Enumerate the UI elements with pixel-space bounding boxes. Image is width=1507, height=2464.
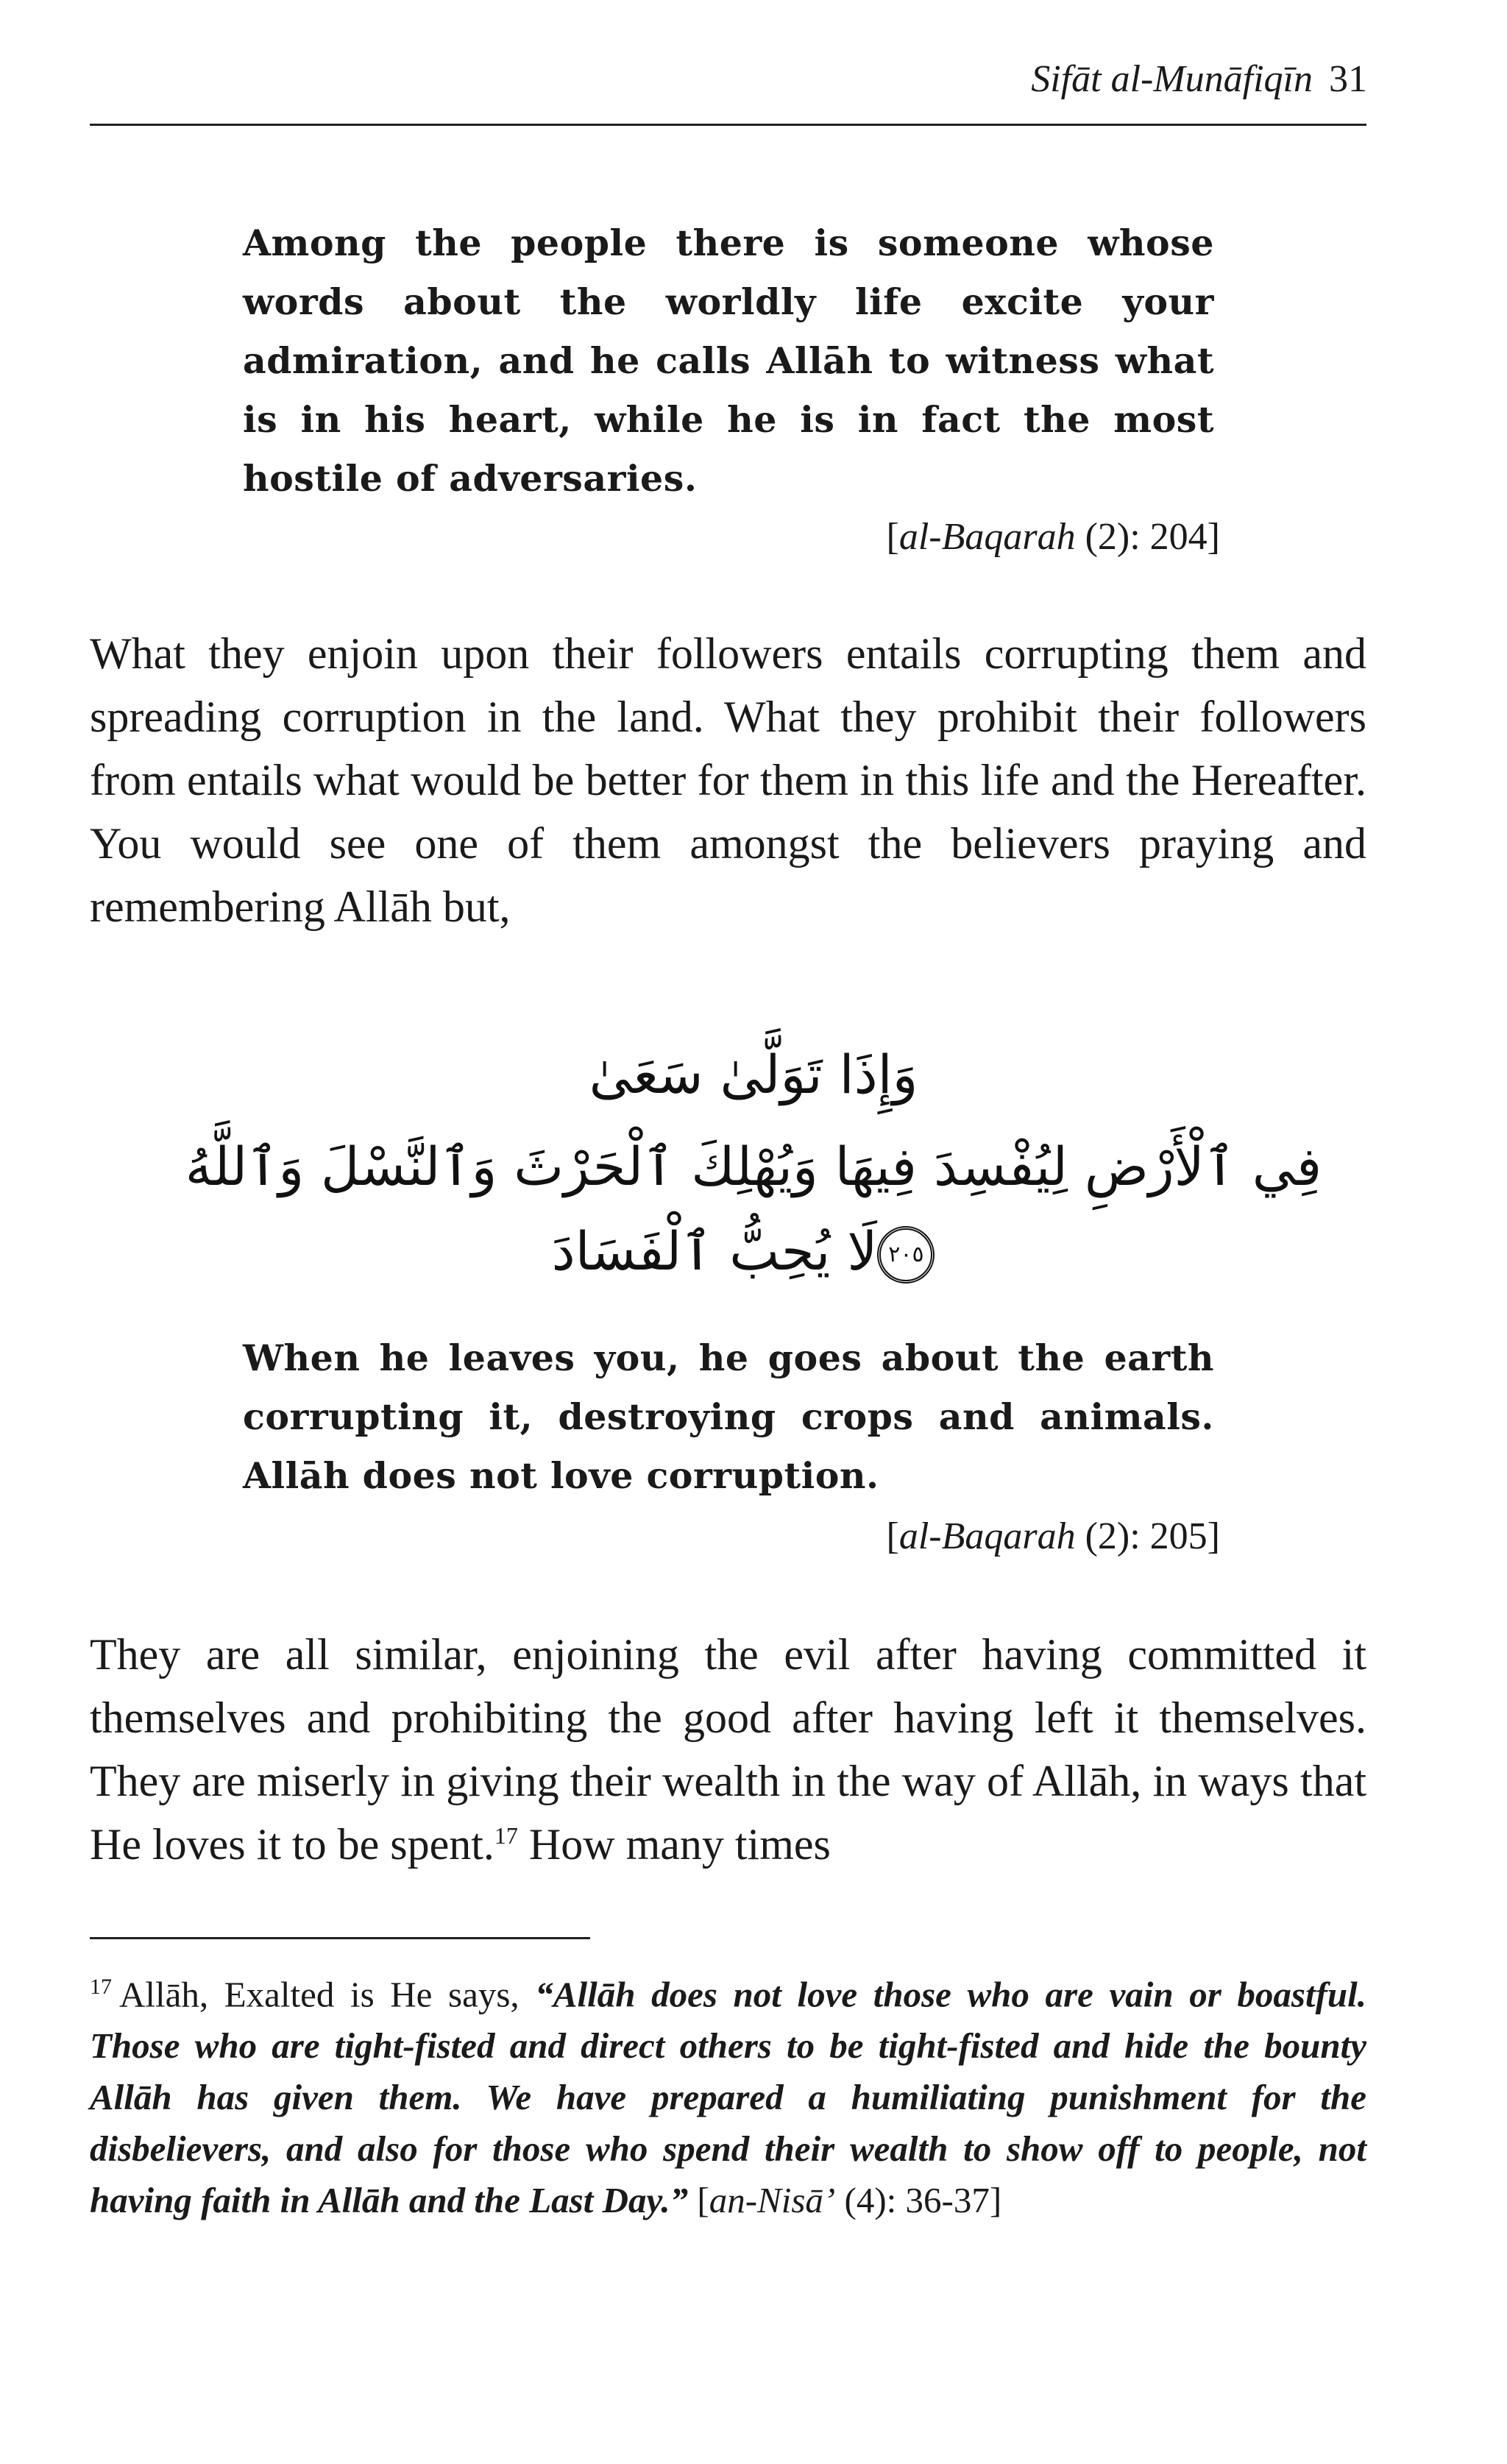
ayah-number-marker: ٢٠٥	[877, 1226, 935, 1284]
header-rule	[90, 124, 1366, 126]
footnote-rule	[90, 1937, 590, 1939]
arabic-verse-line-3	[0, 1207, 1507, 1295]
footnote-number: 17	[90, 1975, 112, 1999]
footnote-citation-verse: (4): 36-37]	[835, 2180, 1002, 2221]
arabic-verse-line-2: فِي ٱلْأَرْضِ لِيُفْسِدَ فِيهَا وَيُهْلِكَ ٱلْحَرْثَ وَٱلنَّسْلَ وَٱللَّهُ	[185, 1136, 1322, 1197]
arabic-verse-line-3-text: لَا يُحِبُّ ٱلْفَسَادَ	[551, 1220, 878, 1282]
body-paragraph-1: What they enjoin upon their followers entails corrupting them and spreading corruption in the land. What they prohibit their followers from entails what would be better for them in this life and the Hereafter. You would see one of them amongst the believers praying and remembering Allāh but,	[90, 629, 1366, 931]
running-head	[1031, 57, 1367, 102]
arabic-verse-line-1: وَإِذَا تَوَلَّىٰ سَعَىٰ	[589, 1044, 918, 1105]
footnote-citation-surah: an-Nisā’	[709, 2180, 836, 2221]
citation-surah: al-Baqarah	[898, 1515, 1076, 1557]
body-paragraph-2-text: They are all similar, enjoining the evil after having committed it themselves and prohibiting the good after having left it themselves. They are miserly in giving their wealth in the way of Allāh, in ways that He loves it to be spent.	[90, 1630, 1366, 1869]
footnote-intro: Allāh, Exalted is He says,	[119, 1974, 536, 2015]
footnote-reference: 17	[494, 1822, 518, 1849]
footnote-17: $^{17}$ Allāh, Exalted is He says, “Allāh does not love those who are vain or boastful. Those who are tight-fisted and direct others to be tight-fisted and hide the bounty Allāh has given them. We have prepared a humiliating punishment for the disbelievers, and also for those who spend their wealth to show off to people, not having faith in Allāh and the Last Day.” [an-Nisā’ (4): 36-37]	[90, 1974, 1366, 2221]
running-head-title: Sifāt al-Munāfiqīn	[1031, 58, 1313, 100]
body-paragraph-2-continuation: How many times	[517, 1820, 831, 1869]
footnote-quote: “Allāh does not love those who are vain or boastful. Those who are tight-fisted and direct others to be tight-fisted and hide the bounty Allāh has given them. We have prepared a humiliating punishment for the disbelievers, and also for those who spend their wealth to show off to people, not having faith in Allāh and the Last Day.”	[90, 1974, 1366, 2221]
quran-translation-205: When he leaves you, he goes about the earth corrupting it, destroying crops and animals. Allāh does not love corruption.	[243, 1337, 1214, 1497]
citation-verse: (2): 205]	[1085, 1515, 1220, 1557]
page-number: 31	[1329, 58, 1367, 100]
citation-verse: (2): 204]	[1085, 516, 1220, 558]
citation-surah: al-Baqarah	[898, 516, 1076, 558]
quran-translation-204: Among the people there is someone whose words about the worldly life excite your admiration, and he calls Allāh to witness what is in his heart, while he is in fact the most hostile of adversaries.	[243, 222, 1214, 500]
body-paragraph-2	[90, 1623, 1366, 1876]
citation-205: [al-Baqarah (2): 205]	[886, 1515, 1220, 1557]
citation-204: [al-Baqarah (2): 204]	[886, 516, 1220, 558]
